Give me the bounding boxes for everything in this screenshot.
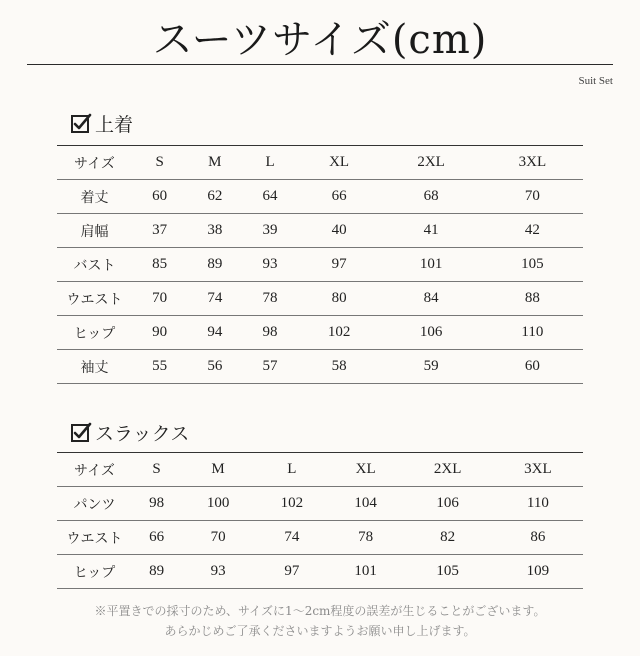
title-divider bbox=[27, 64, 613, 65]
table-header-row bbox=[57, 146, 583, 180]
table-cell: 85 bbox=[132, 248, 187, 282]
table-header-row bbox=[57, 453, 583, 487]
table-cell: 74 bbox=[255, 521, 329, 555]
header-cell-size: サイズ bbox=[57, 453, 132, 487]
table-cell: 106 bbox=[380, 316, 481, 350]
header-cell: 3XL bbox=[482, 146, 583, 180]
table-cell: 57 bbox=[242, 350, 297, 384]
table-cell: 97 bbox=[255, 555, 329, 589]
subtitle: Suit Set bbox=[578, 75, 613, 87]
row-label: 肩幅 bbox=[57, 214, 132, 248]
slacks-size-table bbox=[57, 452, 583, 589]
table-cell: 70 bbox=[482, 180, 583, 214]
table-row bbox=[57, 282, 583, 316]
header-cell: 3XL bbox=[493, 453, 583, 487]
table-row bbox=[57, 248, 583, 282]
table-cell: 68 bbox=[380, 180, 481, 214]
table-cell: 105 bbox=[403, 555, 493, 589]
jacket-heading-label: 上着 bbox=[95, 114, 134, 136]
table-cell: 102 bbox=[255, 487, 329, 521]
table-cell: 39 bbox=[242, 214, 297, 248]
header-cell: L bbox=[255, 453, 329, 487]
table-cell: 93 bbox=[181, 555, 255, 589]
table-cell: 110 bbox=[493, 487, 583, 521]
header-cell: XL bbox=[298, 146, 381, 180]
header-cell: XL bbox=[329, 453, 403, 487]
table-cell: 89 bbox=[132, 555, 181, 589]
table-cell: 41 bbox=[380, 214, 481, 248]
table-cell: 37 bbox=[132, 214, 187, 248]
row-label: ウエスト bbox=[57, 282, 132, 316]
table-cell: 78 bbox=[329, 521, 403, 555]
row-label: ヒップ bbox=[57, 316, 132, 350]
table-cell: 66 bbox=[298, 180, 381, 214]
page-title: スーツサイズ(cm) bbox=[152, 17, 488, 63]
row-label: 着丈 bbox=[57, 180, 132, 214]
slacks-section-heading bbox=[70, 419, 189, 446]
table-cell: 89 bbox=[187, 248, 242, 282]
table-cell: 66 bbox=[132, 521, 181, 555]
table-cell: 58 bbox=[298, 350, 381, 384]
jacket-section-heading bbox=[70, 110, 133, 137]
table-cell: 105 bbox=[482, 248, 583, 282]
table-cell: 98 bbox=[242, 316, 297, 350]
checkbox-checked-icon bbox=[70, 113, 92, 135]
table-cell: 64 bbox=[242, 180, 297, 214]
table-row bbox=[57, 214, 583, 248]
table-cell: 94 bbox=[187, 316, 242, 350]
table-cell: 100 bbox=[181, 487, 255, 521]
header-cell: L bbox=[242, 146, 297, 180]
table-cell: 93 bbox=[242, 248, 297, 282]
table-cell: 38 bbox=[187, 214, 242, 248]
row-label: パンツ bbox=[57, 487, 132, 521]
table-row bbox=[57, 316, 583, 350]
table-cell: 55 bbox=[132, 350, 187, 384]
table-cell: 110 bbox=[482, 316, 583, 350]
table-cell: 101 bbox=[329, 555, 403, 589]
header-cell: M bbox=[181, 453, 255, 487]
row-label: 袖丈 bbox=[57, 350, 132, 384]
table-row bbox=[57, 487, 583, 521]
table-cell: 70 bbox=[132, 282, 187, 316]
table-cell: 101 bbox=[380, 248, 481, 282]
table-row bbox=[57, 350, 583, 384]
checkbox-checked-icon bbox=[70, 422, 92, 444]
header-cell: 2XL bbox=[380, 146, 481, 180]
measurement-note bbox=[0, 601, 640, 641]
slacks-heading-label: スラックス bbox=[95, 423, 190, 445]
table-cell: 97 bbox=[298, 248, 381, 282]
table-cell: 109 bbox=[493, 555, 583, 589]
table-cell: 86 bbox=[493, 521, 583, 555]
table-cell: 60 bbox=[482, 350, 583, 384]
table-cell: 90 bbox=[132, 316, 187, 350]
note-line-1: ※平置きでの採寸のため、サイズに1〜2cm程度の誤差が生じることがございます。 bbox=[94, 604, 546, 618]
table-cell: 40 bbox=[298, 214, 381, 248]
table-cell: 62 bbox=[187, 180, 242, 214]
header-cell: S bbox=[132, 146, 187, 180]
table-cell: 88 bbox=[482, 282, 583, 316]
header-cell: 2XL bbox=[403, 453, 493, 487]
table-cell: 84 bbox=[380, 282, 481, 316]
table-row bbox=[57, 180, 583, 214]
table-cell: 60 bbox=[132, 180, 187, 214]
table-cell: 106 bbox=[403, 487, 493, 521]
table-cell: 80 bbox=[298, 282, 381, 316]
table-cell: 102 bbox=[298, 316, 381, 350]
table-cell: 74 bbox=[187, 282, 242, 316]
table-row bbox=[57, 521, 583, 555]
row-label: ヒップ bbox=[57, 555, 132, 589]
table-cell: 59 bbox=[380, 350, 481, 384]
table-cell: 78 bbox=[242, 282, 297, 316]
table-cell: 98 bbox=[132, 487, 181, 521]
table-cell: 82 bbox=[403, 521, 493, 555]
header-cell: S bbox=[132, 453, 181, 487]
table-cell: 42 bbox=[482, 214, 583, 248]
table-cell: 70 bbox=[181, 521, 255, 555]
header-cell: M bbox=[187, 146, 242, 180]
header-cell-size: サイズ bbox=[57, 146, 132, 180]
table-cell: 104 bbox=[329, 487, 403, 521]
row-label: バスト bbox=[57, 248, 132, 282]
table-cell: 56 bbox=[187, 350, 242, 384]
row-label: ウエスト bbox=[57, 521, 132, 555]
jacket-size-table bbox=[57, 145, 583, 384]
table-row bbox=[57, 555, 583, 589]
note-line-2: あらかじめご了承くださいますようお願い申し上げます。 bbox=[164, 624, 476, 638]
